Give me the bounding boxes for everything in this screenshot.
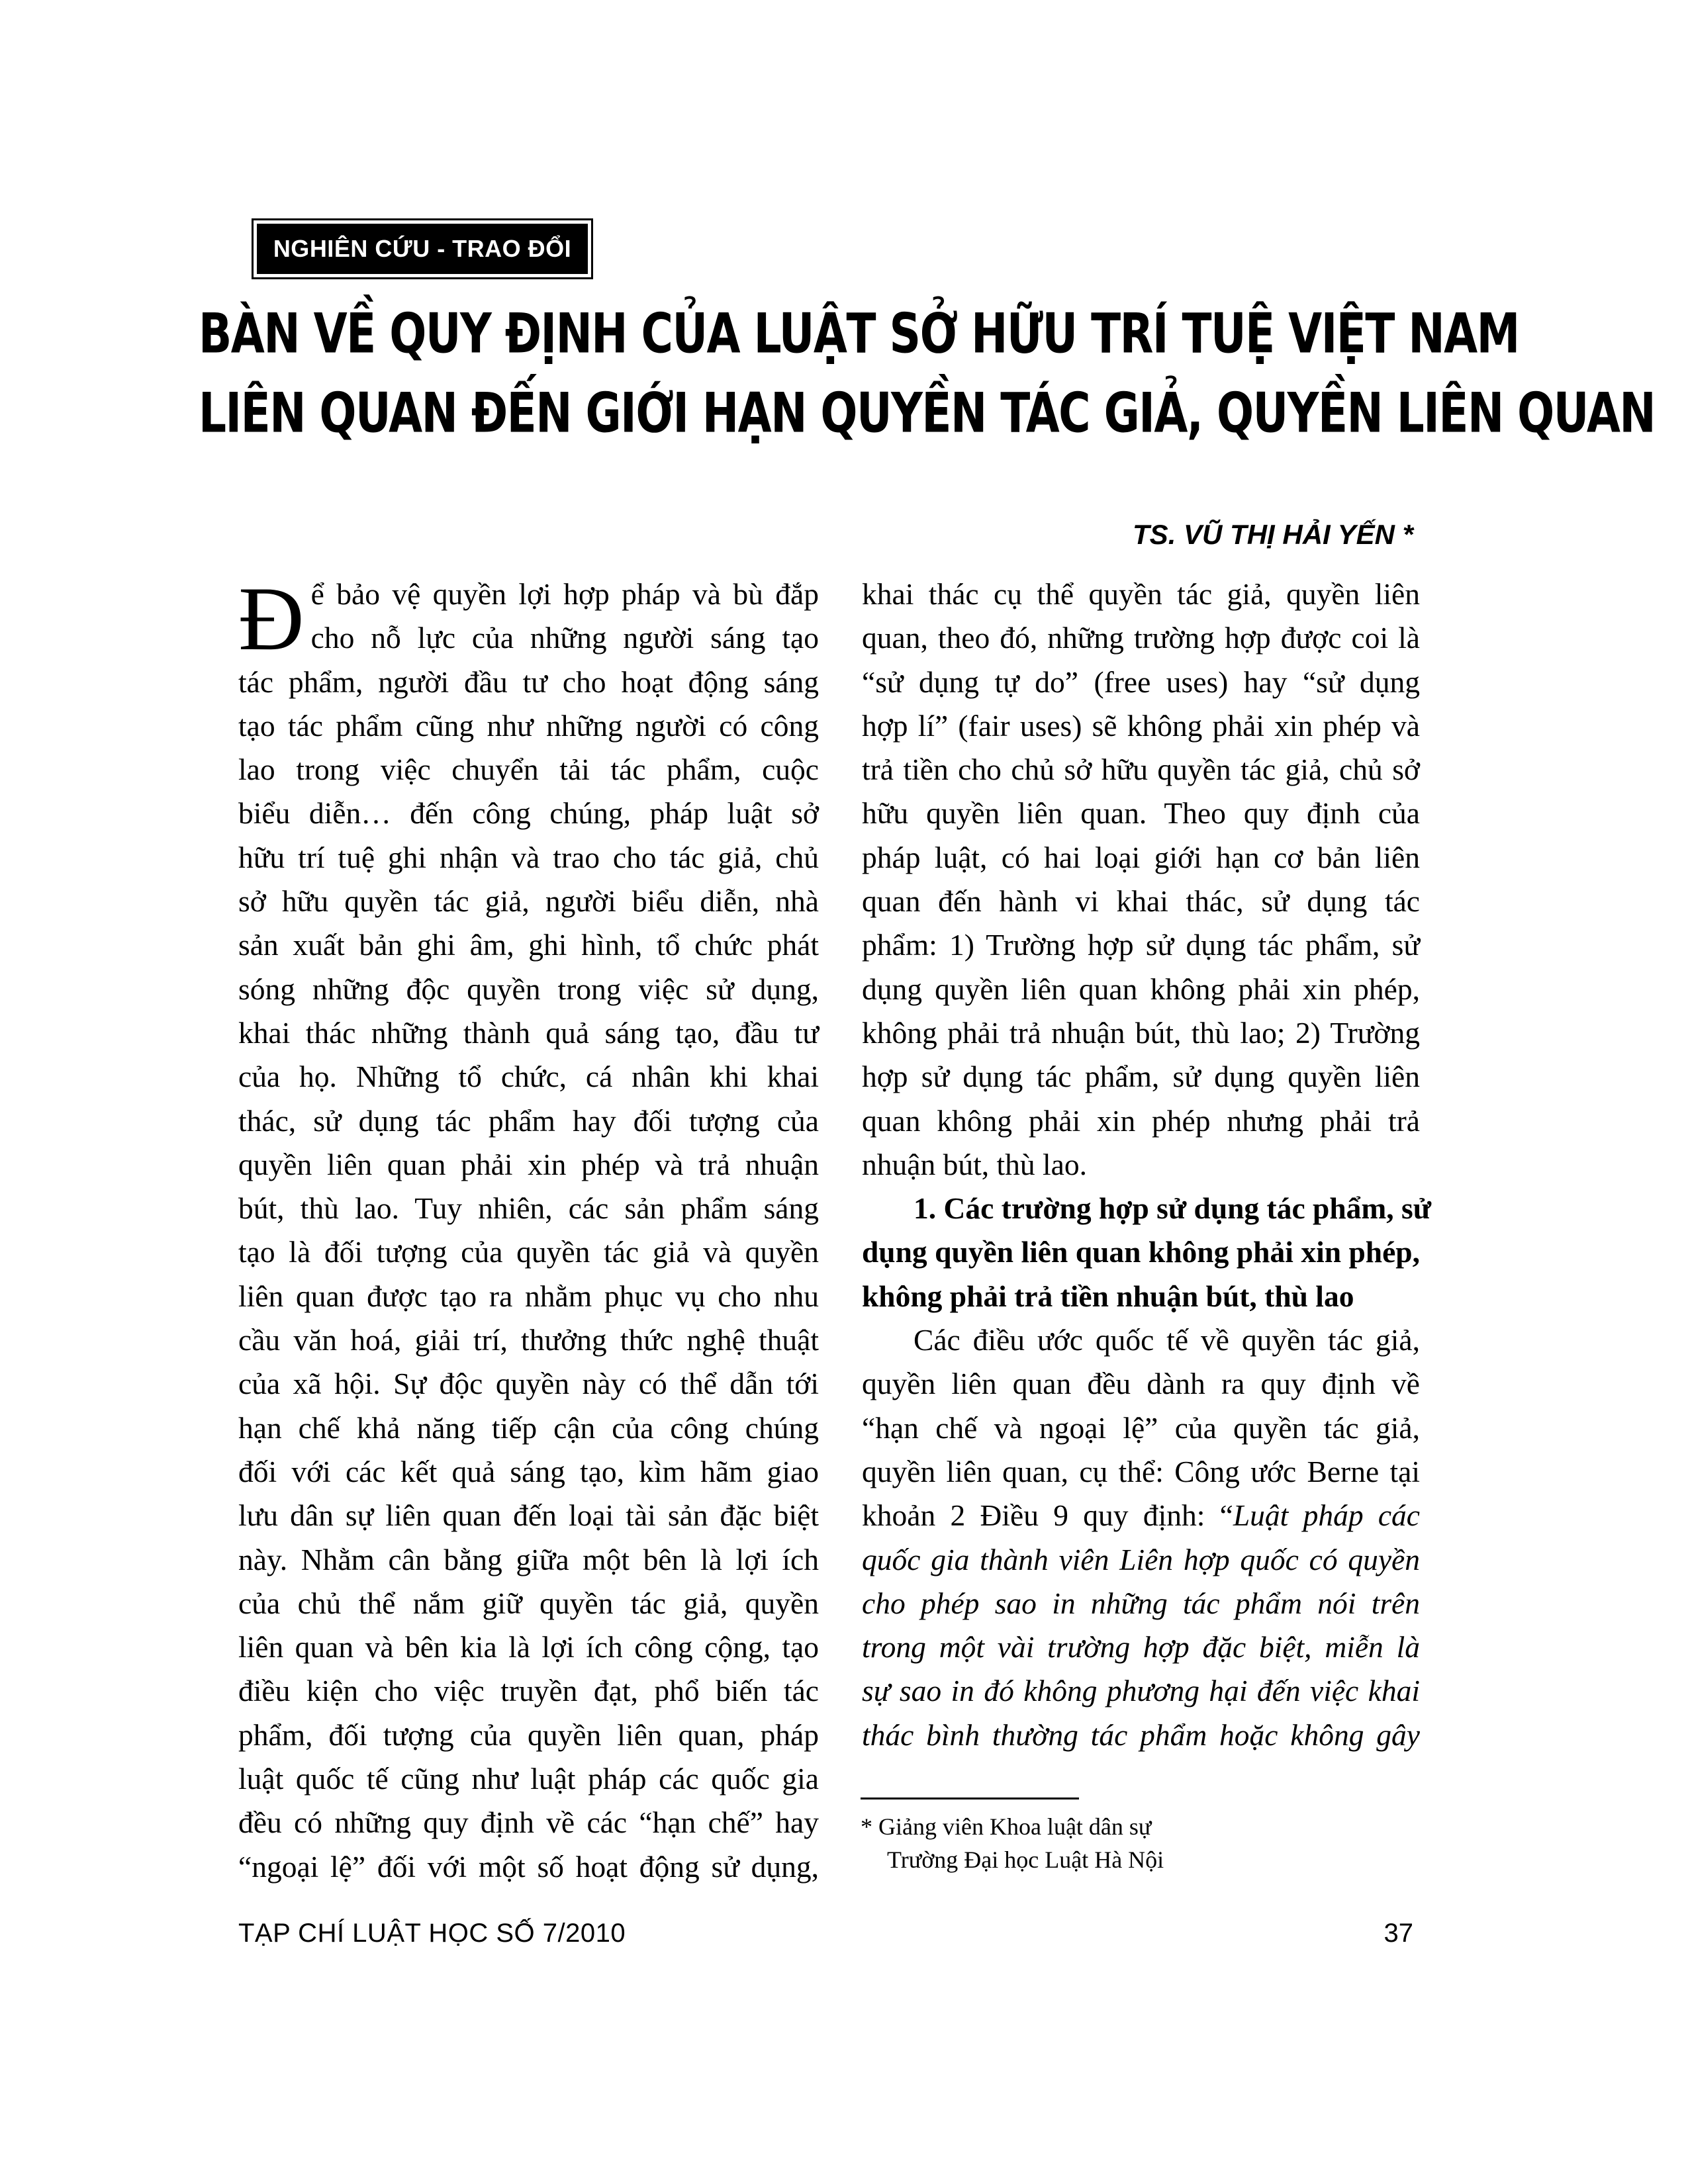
text-line: “sử dụng tự do” (free uses) hay “sử dụng	[862, 664, 1420, 699]
text-line: quyền liên quan đều dành ra quy định về	[862, 1367, 1420, 1401]
text-line: tác phẩm, người đầu tư cho hoạt động sáng	[238, 664, 819, 699]
text-line: quốc gia thành viên Liên hợp quốc có quyền	[862, 1542, 1420, 1576]
right-column	[862, 572, 1432, 1757]
text-line: luật quốc tế cũng như luật pháp các quốc gia	[238, 1762, 819, 1796]
left-column	[238, 568, 819, 1889]
text-line: cho nỗ lực của những người sáng tạo	[310, 621, 819, 655]
text-run: khoản 2 Điều 9 quy định: “	[862, 1498, 1233, 1533]
text-line: hạn chế khả năng tiếp cận của công chúng	[238, 1410, 819, 1445]
text-line: quan, theo đó, những trường hợp được coi là	[862, 621, 1420, 655]
text-line: “ngoại lệ” đối với một số hoạt động sử dụng,	[238, 1849, 819, 1884]
page-number: 37	[1383, 1919, 1413, 1948]
text-line: tạo tác phẩm cũng như những người có công	[238, 708, 819, 743]
text-line: dụng quyền liên quan không phải xin phép,	[862, 1235, 1420, 1269]
text-line	[862, 1494, 1420, 1537]
text-line: của họ. Những tổ chức, cá nhân khi khai	[238, 1060, 819, 1094]
footnote-line-1: * Giảng viên Khoa luật dân sự	[861, 1813, 1152, 1840]
text-line: ể bảo vệ quyền lợi hợp pháp và bù đắp	[310, 577, 819, 611]
text-line: không phải trả nhuận bút, thù lao; 2) Trường	[862, 1015, 1420, 1050]
text-line: pháp luật, có hai loại giới hạn cơ bản liên	[862, 840, 1420, 874]
text-line: điều kiện cho việc truyền đạt, phổ biến tác	[238, 1674, 819, 1708]
right-paragraph-1	[862, 572, 1420, 1187]
text-line: sở hữu quyền tác giả, người biểu diễn, nhà	[238, 884, 819, 919]
text-line: quyền liên quan, cụ thể: Công ước Berne tại	[862, 1454, 1420, 1488]
text-line: đối với các kết quả sáng tạo, kìm hãm giao	[238, 1454, 819, 1488]
article-title-line-2: LIÊN QUAN ĐẾN GIỚI HẠN QUYỀN TÁC GIẢ, QUYỀN LIÊN QUAN	[199, 381, 1656, 445]
text-line: phẩm, đối tượng của quyền liên quan, pháp	[238, 1717, 819, 1752]
right-paragraph-2	[862, 1318, 1420, 1757]
text-line: trả tiền cho chủ sở hữu quyền tác giả, chủ sở	[862, 752, 1420, 787]
text-line: hữu trí tuệ ghi nhận và trao cho tác giả, chủ	[238, 840, 819, 874]
text-line: dụng quyền liên quan không phải xin phép,	[862, 972, 1420, 1006]
text-line: hữu quyền liên quan. Theo quy định của	[862, 796, 1420, 831]
text-line: của chủ thể nắm giữ quyền tác giả, quyền	[238, 1586, 819, 1620]
footnote	[861, 1810, 1164, 1876]
text-line: “hạn chế và ngoại lệ” của quyền tác giả,	[862, 1410, 1420, 1445]
drop-cap: Đ	[238, 568, 305, 669]
text-line: khai thác cụ thể quyền tác giả, quyền liên	[862, 577, 1420, 611]
text-line: lao trong việc chuyển tải tác phẩm, cuộc	[238, 752, 819, 787]
text-line: sản xuất bản ghi âm, ghi hình, tổ chức phát	[238, 928, 819, 962]
text-line: cầu văn hoá, giải trí, thưởng thức nghệ thuật	[238, 1323, 819, 1357]
text-line: bút, thù lao. Tuy nhiên, các sản phẩm sáng	[238, 1191, 819, 1226]
text-line: hợp lí” (fair uses) sẽ không phải xin phép và	[862, 708, 1420, 743]
text-line: của xã hội. Sự độc quyền này có thể dẫn tới	[238, 1367, 819, 1401]
text-line: quyền liên quan phải xin phép và trả nhuận	[238, 1147, 819, 1181]
text-line: phẩm: 1) Trường hợp sử dụng tác phẩm, sử	[862, 928, 1420, 962]
quote-run: Luật pháp các	[1233, 1498, 1421, 1533]
text-line: quan không phải xin phép nhưng phải trả	[862, 1103, 1420, 1138]
journal-footer: TẠP CHÍ LUẬT HỌC SỐ 7/2010	[238, 1919, 626, 1948]
text-line: thác, sử dụng tác phẩm hay đối tượng của	[238, 1103, 819, 1138]
author-byline: TS. VŨ THỊ HẢI YẾN *	[1133, 519, 1413, 550]
text-line: quan đến hành vi khai thác, sử dụng tác	[862, 884, 1420, 919]
text-line: thác bình thường tác phẩm hoặc không gây	[862, 1717, 1420, 1752]
text-line: trong một vài trường hợp đặc biệt, miễn là	[862, 1630, 1420, 1664]
left-column-paragraph	[238, 568, 819, 1889]
section-tag: NGHIÊN CỨU - TRAO ĐỔI	[257, 224, 588, 274]
text-line: lưu dân sự liên quan đến loại tài sản đặc biệt	[238, 1498, 819, 1533]
text-line: khai thác những thành quả sáng tạo, đầu tư	[238, 1015, 819, 1050]
section-heading	[862, 1187, 1432, 1318]
text-line: sóng những độc quyền trong việc sử dụng,	[238, 972, 819, 1006]
text-line: tạo là đối tượng của quyền tác giả và quyền	[238, 1235, 819, 1269]
text-line: đều có những quy định về các “hạn chế” hay	[238, 1805, 819, 1840]
text-line: không phải trả tiền nhuận bút, thù lao	[862, 1279, 1354, 1313]
text-line: này. Nhằm cân bằng giữa một bên là lợi ích	[238, 1542, 819, 1576]
article-title-line-1: BÀN VỀ QUY ĐỊNH CỦA LUẬT SỞ HỮU TRÍ TUỆ VIỆT NAM	[199, 302, 1519, 366]
text-line: sự sao in đó không phương hại đến việc khai	[862, 1674, 1420, 1708]
text-line: biểu diễn… đến công chúng, pháp luật sở	[238, 796, 819, 831]
footnote-rule	[861, 1797, 1079, 1799]
text-line: 1. Các trường hợp sử dụng tác phẩm, sử	[914, 1191, 1432, 1226]
text-line: Các điều ước quốc tế về quyền tác giả,	[914, 1323, 1420, 1357]
text-line: liên quan được tạo ra nhằm phục vụ cho nhu	[238, 1279, 819, 1313]
text-line: cho phép sao in những tác phẩm nói trên	[862, 1586, 1420, 1620]
footnote-line-2: Trường Đại học Luật Hà Nội	[887, 1846, 1164, 1873]
text-line: nhuận bút, thù lao.	[862, 1147, 1087, 1181]
text-line: hợp sử dụng tác phẩm, sử dụng quyền liên	[862, 1060, 1420, 1094]
text-line: liên quan và bên kia là lợi ích công cộng, tạo	[238, 1630, 819, 1664]
